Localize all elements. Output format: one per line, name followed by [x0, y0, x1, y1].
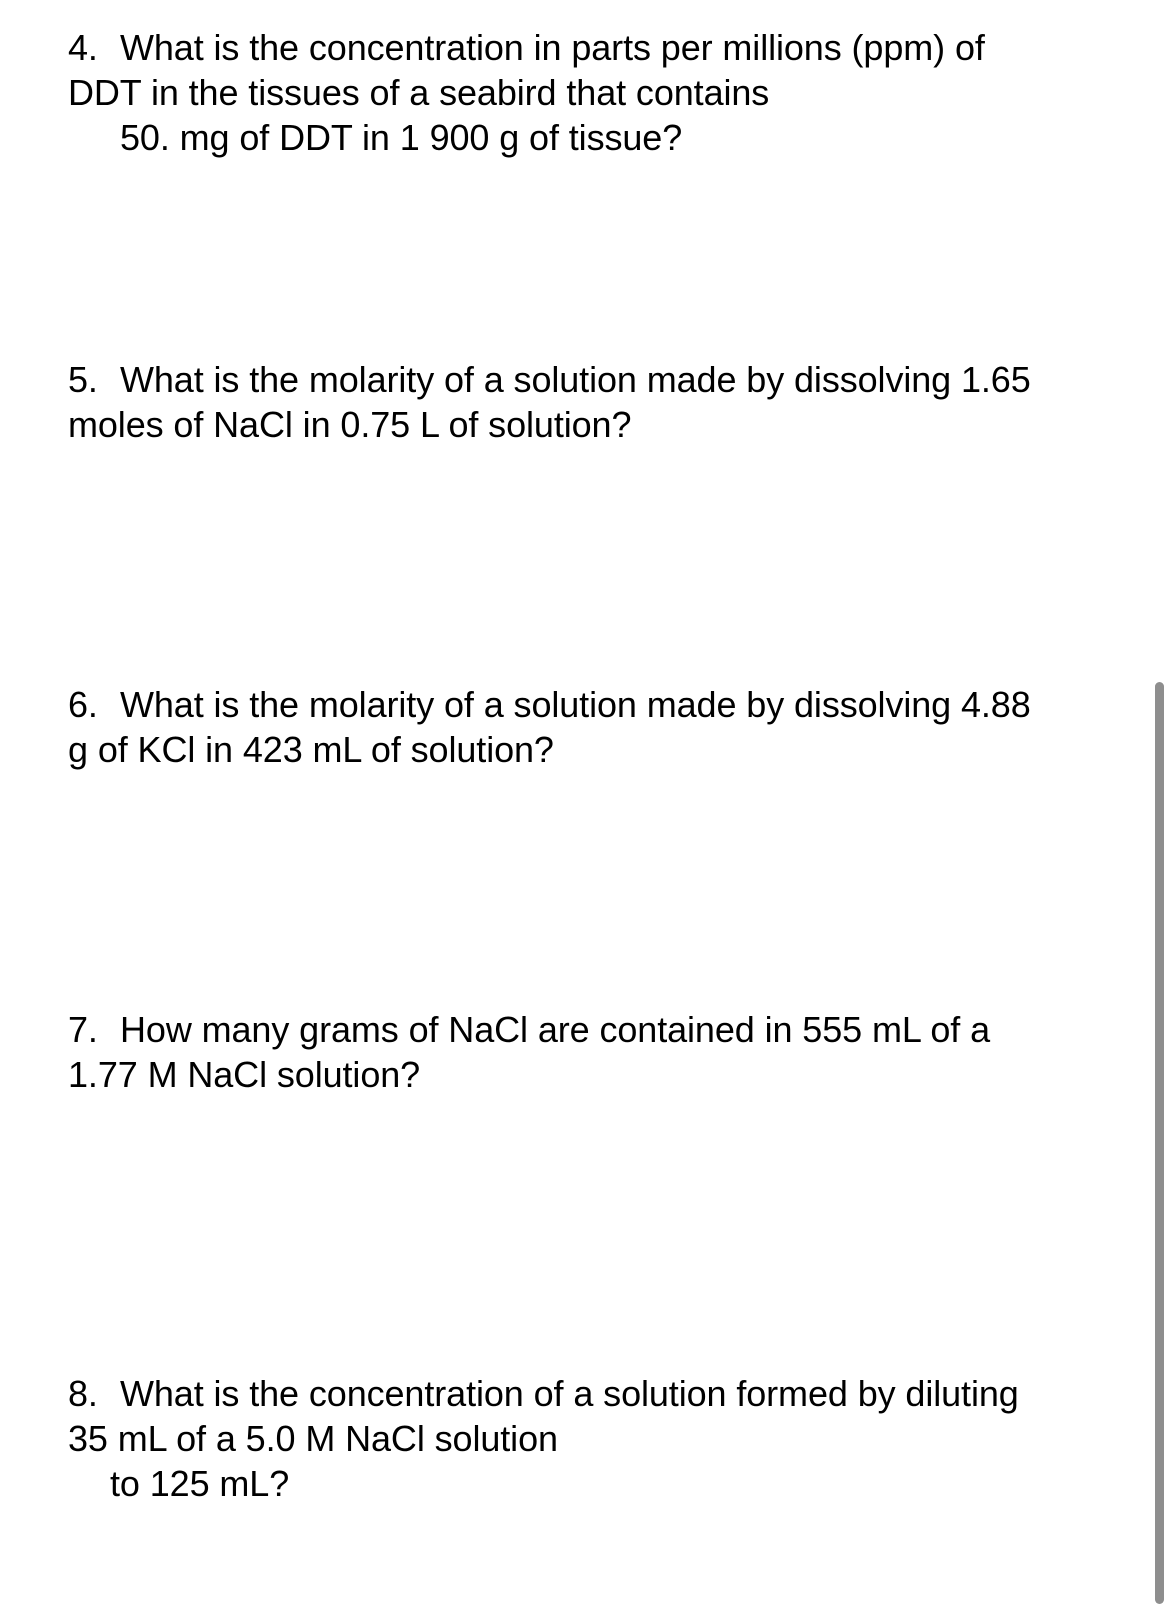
question-6-text-1: What is the molarity of a solution made by dissolving 4.88 [120, 684, 1031, 725]
question-7-line-1 [68, 1007, 1128, 1052]
question-8-line-1 [68, 1371, 1128, 1416]
question-7-number: 7. [68, 1009, 98, 1050]
scrollbar-thumb[interactable] [1155, 682, 1164, 1604]
question-5 [68, 357, 1128, 447]
question-8-text-2: 35 mL of a 5.0 M NaCl solution [68, 1418, 558, 1459]
question-7-text-1: How many grams of NaCl are contained in 555 mL of a [120, 1009, 990, 1050]
question-6-line-1 [68, 682, 1128, 727]
question-7 [68, 1007, 1128, 1097]
question-6 [68, 682, 1128, 772]
question-6-number: 6. [68, 684, 98, 725]
question-8-number: 8. [68, 1373, 98, 1414]
question-7-text-2: 1.77 M NaCl solution? [68, 1054, 421, 1095]
question-8 [68, 1371, 1128, 1506]
question-5-text-2: moles of NaCl in 0.75 L of solution? [68, 404, 632, 445]
question-5-number: 5. [68, 359, 98, 400]
question-4-text-1: What is the concentration in parts per millions (ppm) of [120, 27, 985, 68]
question-4-line-1 [68, 25, 1128, 70]
question-5-text-1: What is the molarity of a solution made by dissolving 1.65 [120, 359, 1031, 400]
question-4-text-2: DDT in the tissues of a seabird that contains [68, 72, 770, 113]
question-6-text-2: g of KCl in 423 mL of solution? [68, 729, 554, 770]
question-4-number: 4. [68, 27, 98, 68]
question-4-text-3: 50. mg of DDT in 1 900 g of tissue? [120, 117, 683, 158]
question-8-text-3: to 125 mL? [110, 1463, 290, 1504]
question-4 [68, 25, 1128, 160]
question-5-line-1 [68, 357, 1128, 402]
question-8-text-1: What is the concentration of a solution formed by diluting [120, 1373, 1019, 1414]
